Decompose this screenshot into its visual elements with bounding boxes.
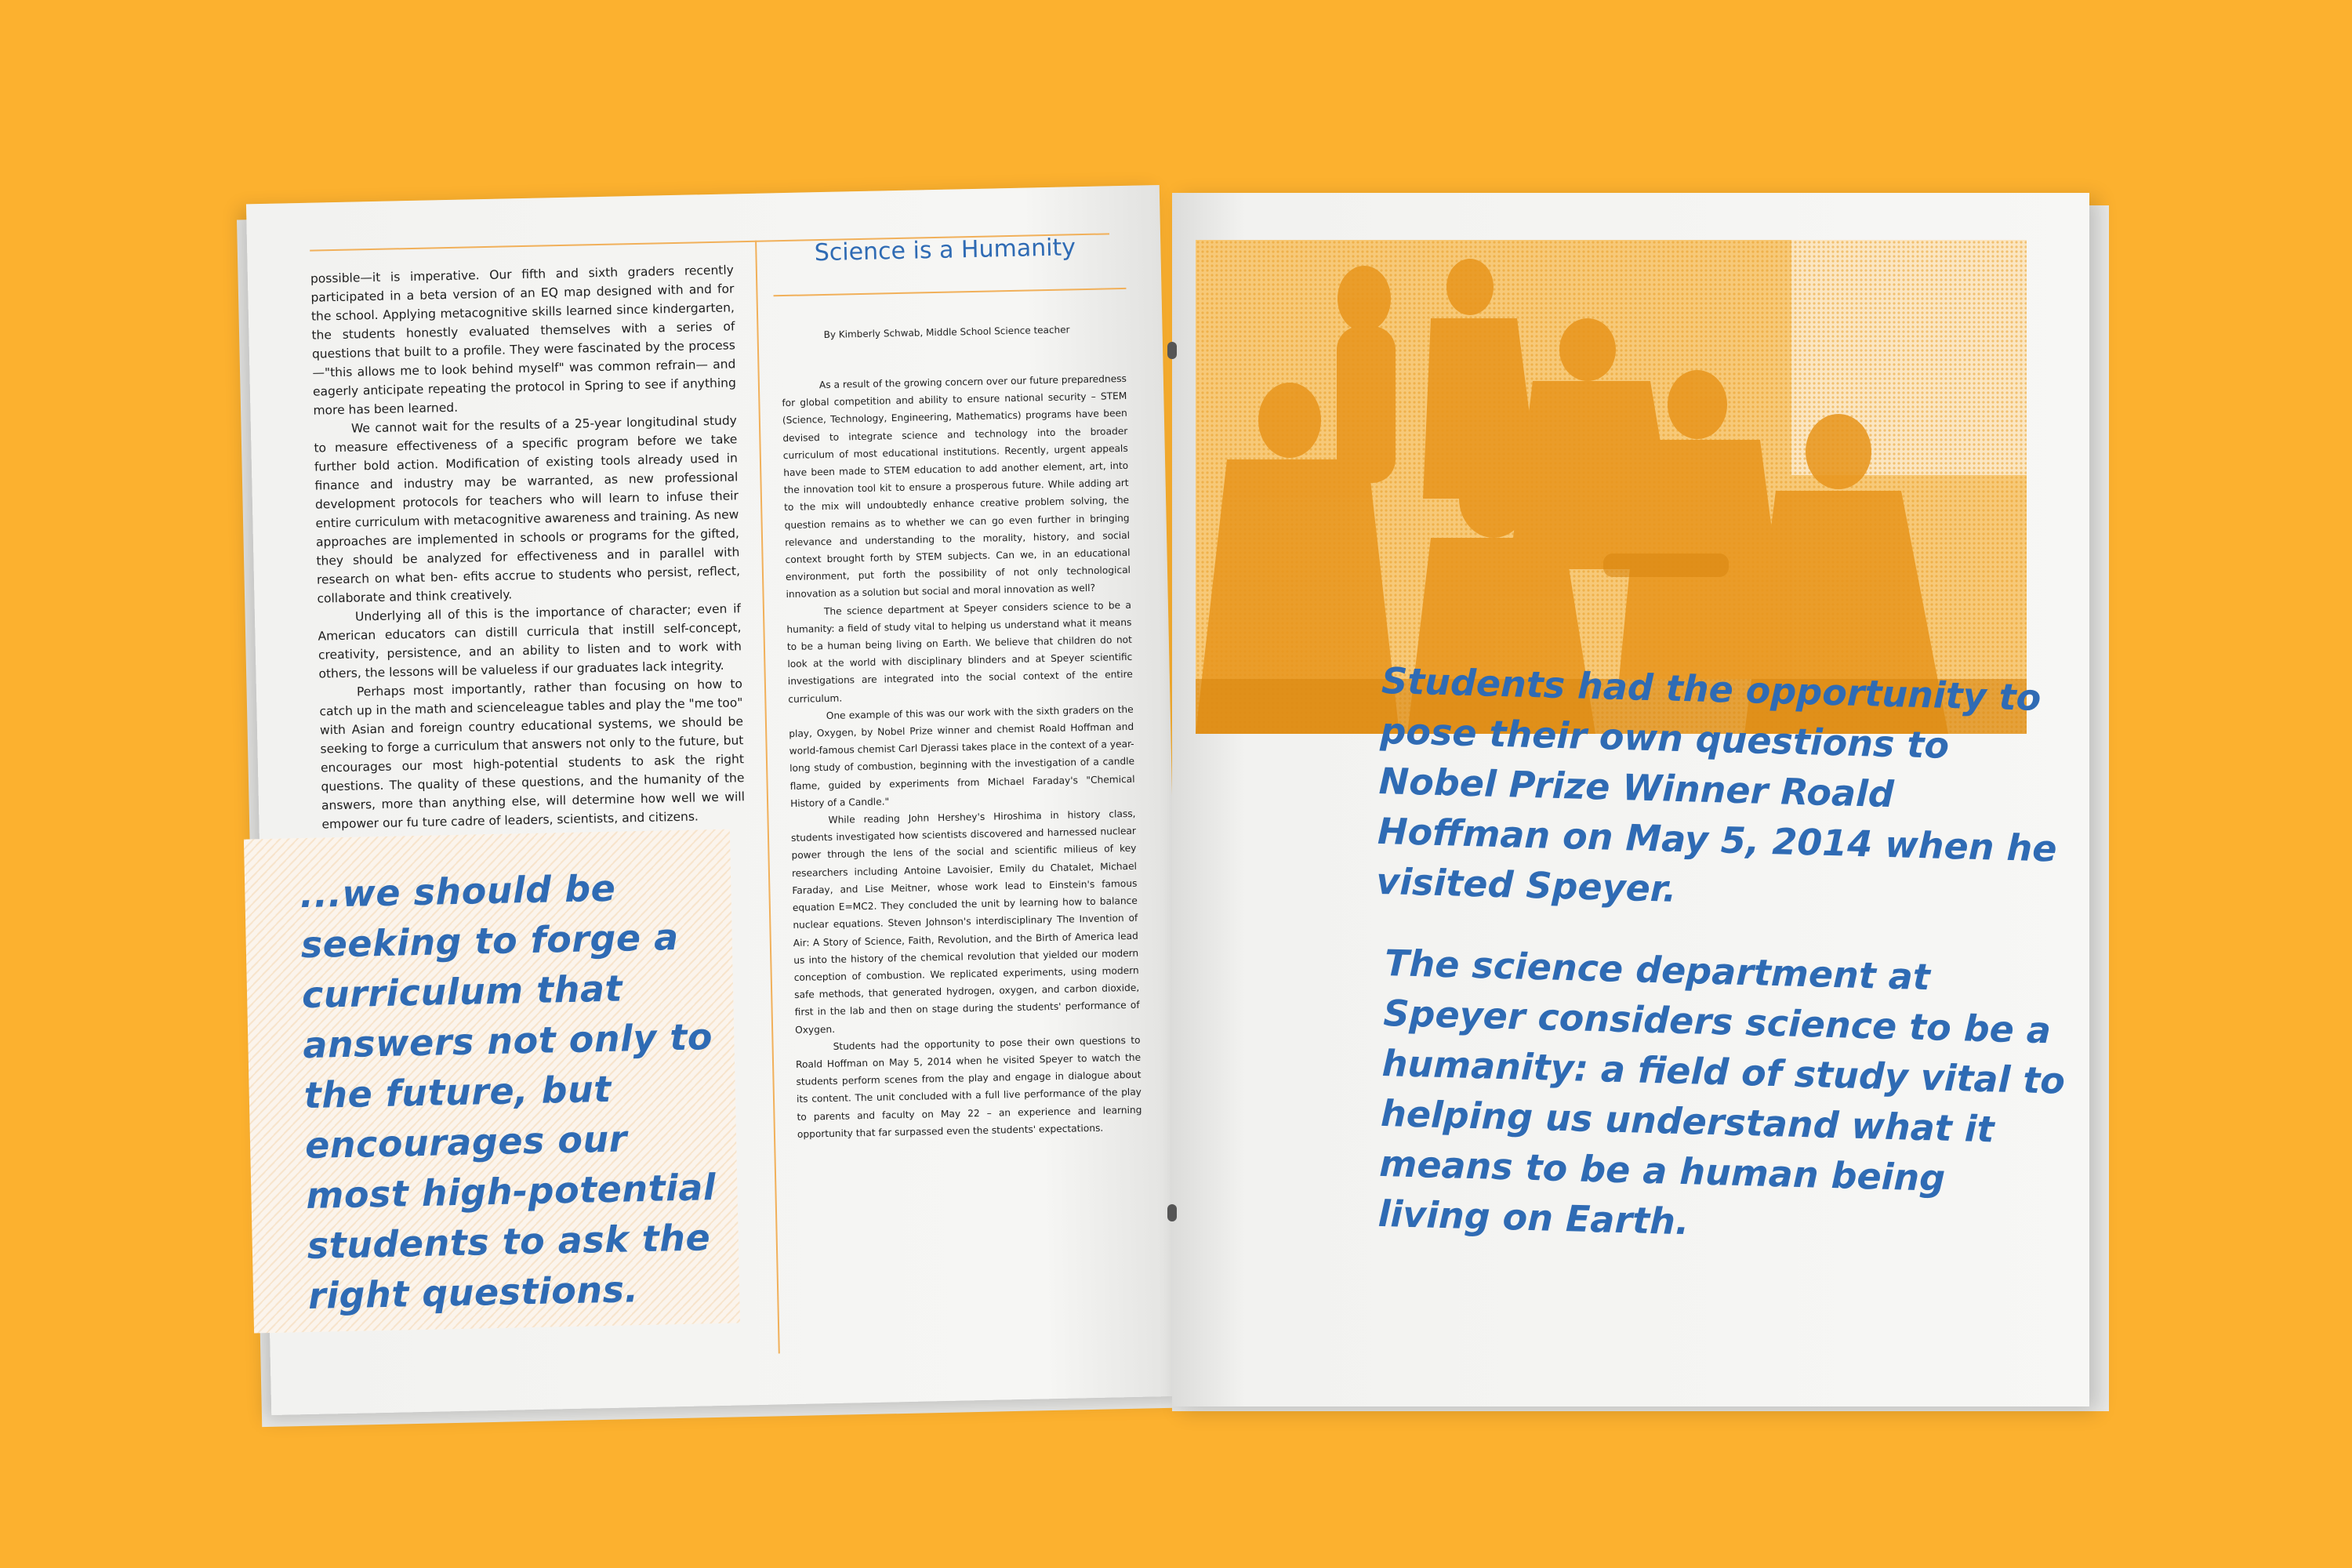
staple-top bbox=[1167, 342, 1177, 359]
photo-illustration bbox=[1196, 240, 2027, 734]
left-column-text bbox=[310, 260, 746, 833]
title-rule bbox=[774, 288, 1127, 296]
pull-quote: ...we should be seeking to forge a curriculum that answers not only to the future, but encourages our most high-potential students to ask the right questions. bbox=[299, 866, 717, 1318]
paragraph: As a result of the growing concern over our future preparedness for global competition and ability to ensure national security – STEM (Science, Technology, Engineering, Mathematics) programs have been devised to integrate science and technology into the broader curriculum of most educational institutions. Recently, urgent appeals have been made to STEM education to add another element, art, into the innovation tool kit to ensure a prosperous future. While adding art to the mix will undoubtedly enhance creative problem solving, the question remains as to whether we can go even further in bringing relevance and understanding to the morality, history, and social context brought forth by STEM subjects. Can we, in an educational environment, put forth the possibility of not only technological innovation as a solution but social and moral innovation as well? bbox=[782, 372, 1131, 601]
paragraph: Perhaps most importantly, rather than focusing on how to catch up in the math and scienceleague tables and play the "me too" with Asian and foreign country educational systems, we should be seeking to forge a curriculum that answers not only to the future, but encourages our most high-potential students to ask the right questions. The quality of these questions, and the humanity of the answers, more than anything else, will determine how well we will empower our fu ture cadre of leaders, scientists, and citizens. bbox=[319, 677, 746, 832]
pull-quote-box bbox=[244, 829, 740, 1334]
paragraph: One example of this was our work with the sixth graders on the play, Oxygen, by Nobel Prize winner and chemist Roald Hoffman and world-famous chemist Carl Djerassi takes place in the context of a year-long study of combustion, beginning with the investigation of a candle flame, guided by experiments from Michael Faraday's "Chemical History of a Candle." bbox=[789, 703, 1135, 809]
right-pull-quote-1: Students had the opportunity to pose their own questions to Nobel Prize Winner Roald Hoffman on May 5, 2014 when he visited Speyer. bbox=[1375, 659, 2058, 910]
staple-bottom bbox=[1167, 1204, 1177, 1221]
paragraph: The science department at Speyer considers science to be a humanity: a field of study vital to helping us understand what it means to be a human being living on Earth. We believe that children do not look at the world with disciplinary blinders and at Speyer scientific investigations are integrated into the social context of the entire curriculum. bbox=[786, 599, 1133, 705]
classroom-photo bbox=[1196, 240, 2027, 734]
left-page bbox=[246, 185, 1185, 1415]
paragraph: Students had the opportunity to pose their own questions to Roald Hoffman on May 5, 2014 when he visited Speyer to watch the students perform scenes from the play and engage in dialogue about its content. The unit concluded with a full live performance of the play to parents and faculty on May 22 – an experience and learning opportunity that far surpassed even the students' expectations. bbox=[795, 1034, 1142, 1140]
byline: By Kimberly Schwab, Middle School Science teacher bbox=[823, 324, 1070, 340]
article-column bbox=[764, 186, 1149, 1369]
article-body bbox=[782, 370, 1142, 1143]
paragraph: We cannot wait for the results of a 25-year longitudinal study to measure effectiveness of a specific program before we take further bold action. Modification of existing tools already used in finance and industry may be warranted, as new professional development protocols for teachers who will learn to infuse their entire curriculum with metacognitive awareness and training. As new approaches are implemented in schools or programs for the gifted, they should be analyzed for effectiveness and in parallel with research on what ben- efits accrue to students who persist, reflect, collaborate and think creatively. bbox=[314, 413, 741, 606]
paragraph: While reading John Hershey's Hiroshima in history class, students investigated how scientists discovered and harnessed nuclear power through the lens of the social and scientific milieus of key researchers including Antoine Lavoisier, Emily du Chatalet, Michael Faraday, and Lise Meitner, whose work lead to Einstein's famous equation E=MC2. They concluded the unit by learning how to balance nuclear equations. Steven Johnson's interdisciplinary The Invention of Air: A Story of Science, Faith, Revolution, and the Birth of America lead us into the history of the chemical revolution that yielded our modern conception of combustion. We replicated experiments, using modern safe methods, that generated hydrogen, oxygen, and carbon dioxide, first in the lab and then on stage during the students' performance of Oxygen. bbox=[790, 808, 1140, 1036]
article-title: Science is a Humanity bbox=[814, 234, 1076, 267]
paragraph: possible—it is imperative. Our fifth and sixth graders recently participated in a beta version of an EQ map designed with and for the school. Applying metacognitive skills learned since kindergarten, the students honestly evaluated themselves with a series of questions that built to a profile. They were fascinated by the process—"this allows me to look behind myself" was common refrain— and eagerly anticipate repeating the protocol in Spring to see if anything more has been learned. bbox=[310, 263, 737, 418]
right-page bbox=[1172, 193, 2089, 1406]
right-pull-quote-2: The science department at Speyer considers science to be a humanity: a field of study vital to helping us understand what it means to be a human being living on Earth. bbox=[1377, 941, 2066, 1243]
paragraph: Underlying all of this is the importance of character; even if American educators can distill curricula that instill self-concept, creativity, persistence, and an ability to listen and to work with others, the lessons will be valueless if our graduates lack integrity. bbox=[318, 601, 742, 681]
